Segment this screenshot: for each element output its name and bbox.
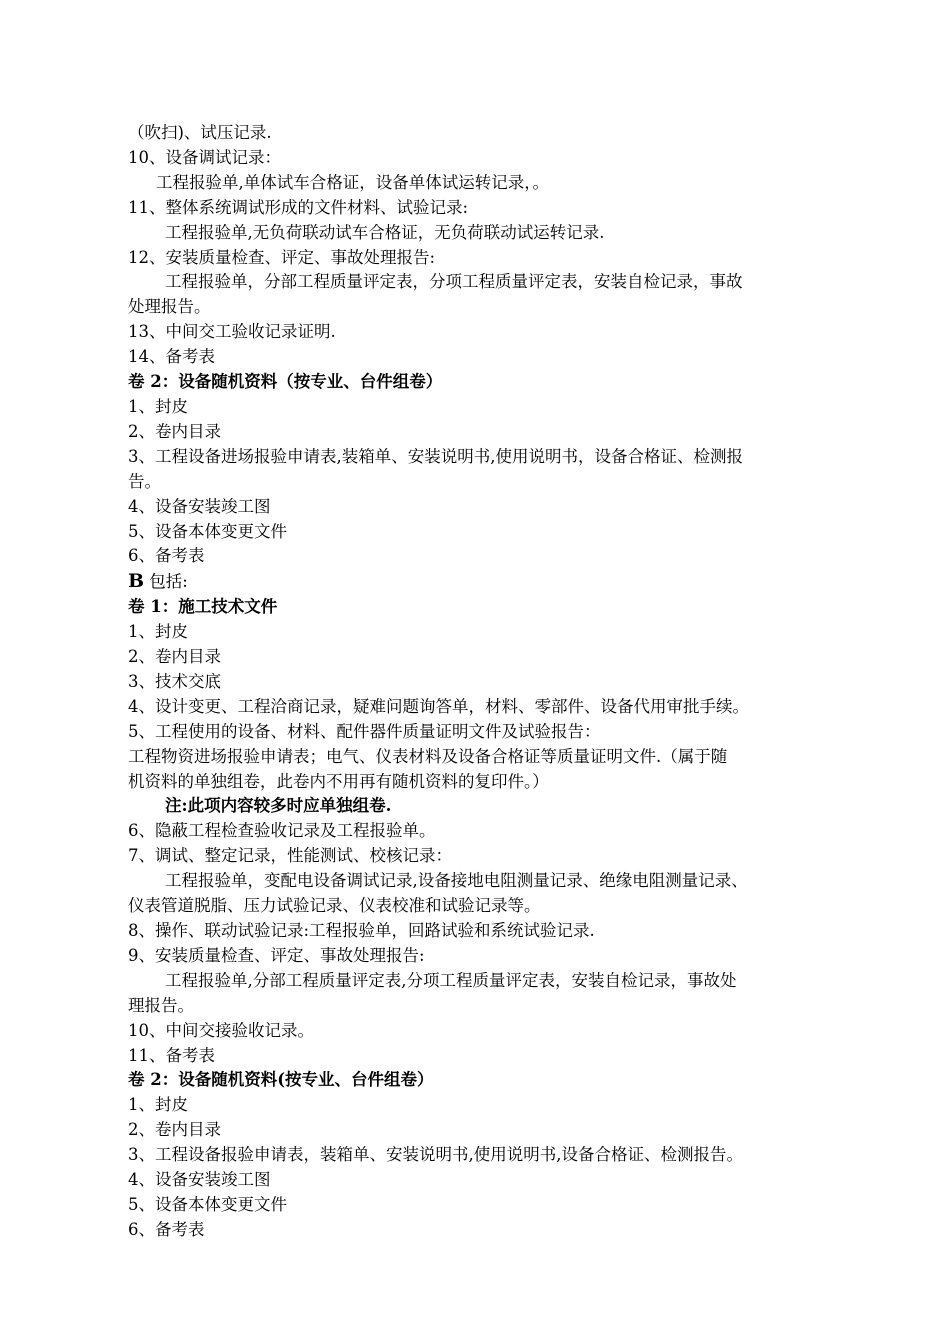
- list-item: 6、隐蔽工程检查验收记录及工程报验单。: [128, 821, 436, 841]
- text-line: 理报告。: [128, 995, 194, 1015]
- list-item: 8、操作、联动试验记录:工程报验单，回路试验和系统试验记录.: [128, 921, 595, 940]
- list-item: 2、卷内目录: [128, 421, 221, 441]
- list-item: 1、封皮: [128, 622, 188, 642]
- document-body: [128, 121, 843, 1243]
- list-item: 6、备考表: [128, 1219, 205, 1239]
- list-item: 11、备考表: [128, 1045, 215, 1065]
- text-line: 工程报验单，变配电设备调试记录,设备接地电阻测量记录、绝缘电阻测量记录、: [165, 871, 748, 891]
- text-line: （吹扫)、试压记录.: [128, 123, 272, 142]
- list-item: 13、中间交工验收记录证明.: [128, 322, 336, 342]
- text-line: 机资料的单独组卷，此卷内不用再有随机资料的复印件。）: [128, 771, 549, 791]
- text-line: 工程物资进场报验申请表；电气、仪表材料及设备合格证等质量证明文件.（属于随: [128, 746, 728, 766]
- text-line: 仪表管道脱脂、压力试验记录、仪表校准和试验记录等。: [128, 896, 541, 916]
- text-line: 工程报验单，分部工程质量评定表，分项工程质量评定表，安装自检记录，事故: [165, 272, 743, 292]
- list-item: 5、设备本体变更文件: [128, 521, 287, 541]
- list-item: 11、整体系统调试形成的文件材料、试验记录:: [128, 197, 469, 217]
- part-b-heading: [128, 569, 843, 595]
- list-item: 14、备考表: [128, 347, 215, 367]
- text-line: 工程报验单,无负荷联动试车合格证，无负荷联动试运转记录.: [165, 222, 605, 242]
- list-item: 5、工程使用的设备、材料、配件器件质量证明文件及试验报告：: [128, 721, 601, 741]
- text-line: 工程报验单,分部工程质量评定表,分项工程质量评定表，安装自检记录，事故处: [165, 970, 737, 990]
- list-item: 9、安装质量检查、评定、事故处理报告:: [128, 945, 425, 965]
- list-item: 2、卷内目录: [128, 647, 221, 667]
- list-item: 3、技术交底: [128, 671, 221, 691]
- part-b-letter: B: [128, 570, 145, 593]
- list-item: 1、封皮: [128, 396, 188, 416]
- list-item: 12、安装质量检查、评定、事故处理报告:: [128, 247, 436, 267]
- text-line: 告。: [128, 471, 161, 491]
- section-heading: 卷 1：施工技术文件: [128, 597, 278, 617]
- list-item: 7、调试、整定记录，性能测试、校核记录：: [128, 846, 452, 866]
- text-line: 处理报告。: [128, 297, 211, 317]
- note-text: 注:此项内容较多时应单独组卷.: [165, 796, 392, 816]
- list-item: 4、设备安装竣工图: [128, 1170, 271, 1190]
- section-heading: 卷 2：设备随机资料(按专业、台件组卷）: [128, 1070, 434, 1090]
- list-item: 3、工程设备报验申请表，装箱单、安装说明书,使用说明书,设备合格证、检测报告。: [128, 1145, 743, 1165]
- list-item: 10、设备调试记录：: [128, 147, 281, 167]
- list-item: 1、封皮: [128, 1095, 188, 1115]
- list-item: 2、卷内目录: [128, 1120, 221, 1140]
- part-b-label: 包括:: [144, 572, 188, 592]
- list-item: 3、工程设备进场报验申请表,装箱单、安装说明书,使用说明书，设备合格证、检测报: [128, 446, 743, 466]
- list-item: 5、设备本体变更文件: [128, 1194, 287, 1214]
- section-heading: 卷 2：设备随机资料（按专业、台件组卷）: [128, 372, 443, 392]
- list-item: 6、备考表: [128, 546, 205, 566]
- list-item: 4、设计变更、工程洽商记录，疑难问题询答单，材料、零部件、设备代用审批手续。: [128, 696, 749, 716]
- list-item: 10、中间交接验收记录。: [128, 1020, 314, 1040]
- text-line: 工程报验单,单体试车合格证，设备单体试运转记录，。: [156, 172, 549, 192]
- list-item: 4、设备安装竣工图: [128, 496, 271, 516]
